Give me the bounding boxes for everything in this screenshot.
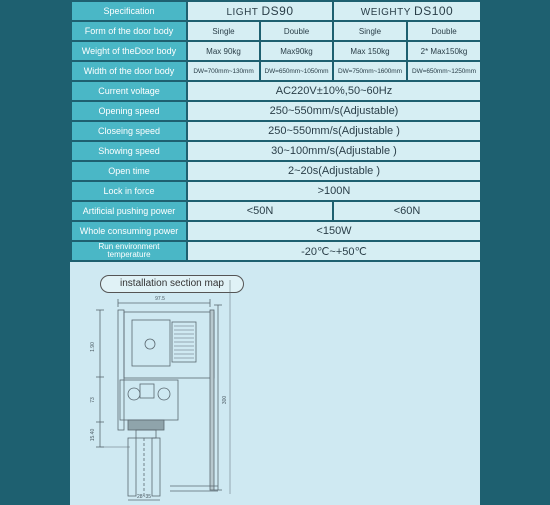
pushing-label: Artificial pushing power xyxy=(71,201,187,221)
pushing-value: <60N xyxy=(333,201,481,221)
hanger-wheel xyxy=(158,388,170,400)
weight-value: 2* Max150kg xyxy=(407,41,481,61)
dim-bottom: 28~35 xyxy=(136,494,152,500)
header-row xyxy=(71,1,481,21)
opening-row xyxy=(71,101,481,121)
installation-map-title: installation section map xyxy=(100,275,244,293)
weighty-model: DS100 xyxy=(414,4,454,18)
closing-label: Closeing speed xyxy=(71,121,187,141)
hanger-plate xyxy=(120,380,178,420)
hanger-wheel xyxy=(128,388,140,400)
dim-left-a: 1.90 xyxy=(90,342,96,352)
dim-left-c: 15.40 xyxy=(90,428,96,442)
weight-value: Max90kg xyxy=(260,41,333,61)
pushing-value: <50N xyxy=(187,201,333,221)
showing-label: Showing speed xyxy=(71,141,187,161)
model-light-header xyxy=(187,1,333,21)
specification-header: Specification xyxy=(71,1,187,21)
environment-row xyxy=(71,241,481,261)
environment-value: -20℃~+50℃ xyxy=(187,241,481,261)
motor-shaft xyxy=(145,339,155,349)
weight-value: Max 90kg xyxy=(187,41,260,61)
closing-row xyxy=(71,121,481,141)
consuming-label: Whole consuming power xyxy=(71,221,187,241)
showing-row xyxy=(71,141,481,161)
weight-label: Weight of theDoor body xyxy=(71,41,187,61)
form-value: Single xyxy=(333,21,407,41)
environment-label xyxy=(71,241,187,261)
open-time-value: 2~20s(Adjustable ) xyxy=(187,161,481,181)
weighty-prefix: WEIGHTY xyxy=(360,7,411,18)
installation-drawing-panel xyxy=(70,262,480,505)
weight-value: Max 150kg xyxy=(333,41,407,61)
door-leaf xyxy=(128,438,136,496)
specification-table xyxy=(70,0,482,262)
motor-body xyxy=(132,320,170,366)
environment-label-line2: temperature xyxy=(107,250,151,259)
environment-label-line1: Run environment xyxy=(98,242,160,251)
voltage-row xyxy=(71,81,481,101)
width-label: Width of the door body xyxy=(71,61,187,81)
dim-top-width: 97.5 xyxy=(155,296,165,302)
door-leaf xyxy=(152,438,160,496)
lock-value: >100N xyxy=(187,181,481,201)
voltage-value: AC220V±10%,50~60Hz xyxy=(187,81,481,101)
consuming-value: <150W xyxy=(187,221,481,241)
header-profile xyxy=(210,310,214,490)
dim-left-b: 73 xyxy=(90,397,96,403)
opening-value: 250~550mm/s(Adjustable) xyxy=(187,101,481,121)
model-weighty-header xyxy=(333,1,481,21)
light-prefix: LIGHT xyxy=(226,7,259,18)
opening-label: Opening speed xyxy=(71,101,187,121)
width-value: DW=750mm~1600mm xyxy=(333,61,407,81)
weight-row xyxy=(71,41,481,61)
open-time-label: Open time xyxy=(71,161,187,181)
width-row xyxy=(71,61,481,81)
width-value: DW=650mm~1250mm xyxy=(407,61,481,81)
pushing-row xyxy=(71,201,481,221)
width-value: DW=650mm~1050mm xyxy=(260,61,333,81)
voltage-label: Current voltage xyxy=(71,81,187,101)
form-value: Double xyxy=(407,21,481,41)
dim-height: 300 xyxy=(222,395,228,405)
form-value: Single xyxy=(187,21,260,41)
form-value: Double xyxy=(260,21,333,41)
installation-section-drawing xyxy=(70,262,480,505)
closing-value: 250~550mm/s(Adjustable ) xyxy=(187,121,481,141)
lock-label: Lock in force xyxy=(71,181,187,201)
showing-value: 30~100mm/s(Adjustable ) xyxy=(187,141,481,161)
form-label: Form of the door body xyxy=(71,21,187,41)
lock-row xyxy=(71,181,481,201)
motor-housing xyxy=(124,312,214,378)
door-clamp xyxy=(128,420,164,430)
light-model: DS90 xyxy=(261,4,294,18)
open-time-row xyxy=(71,161,481,181)
consuming-row xyxy=(71,221,481,241)
mount-frame xyxy=(118,310,124,430)
form-row xyxy=(71,21,481,41)
width-value: DW=700mm~130mm xyxy=(187,61,260,81)
